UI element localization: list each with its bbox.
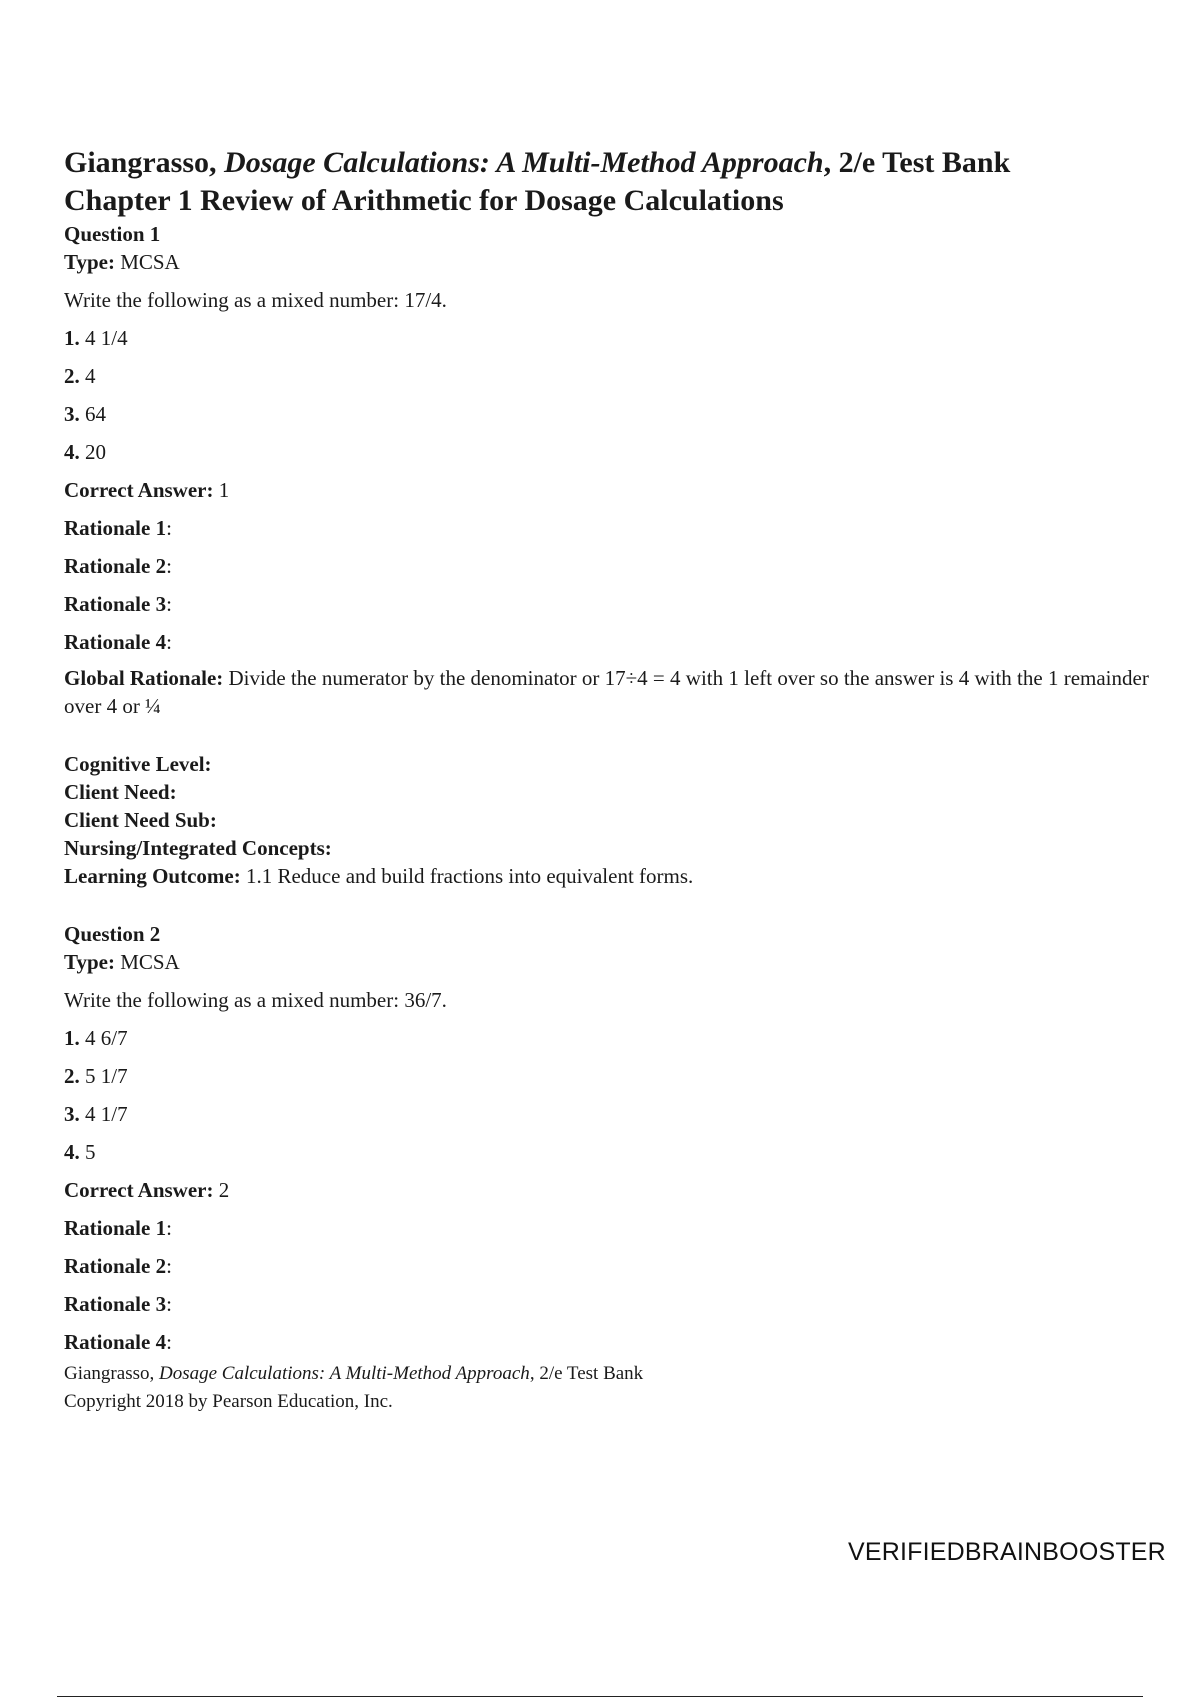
rationale-colon: : [166, 516, 172, 540]
correct-answer-label: Correct Answer: [64, 478, 214, 502]
rationale-colon: : [166, 554, 172, 578]
type-value: MCSA [120, 950, 180, 974]
bottom-divider [57, 1696, 1143, 1697]
question-2-correct-answer [64, 1176, 1164, 1204]
learning-outcome-text: 1.1 Reduce and build fractions into equivalent forms. [245, 864, 694, 888]
rationale-label: Rationale 3 [64, 592, 167, 616]
type-label: Type: [64, 250, 115, 274]
rationale-colon: : [166, 1330, 172, 1354]
question-2-rationale-2 [64, 1252, 1164, 1280]
correct-answer-label: Correct Answer: [64, 1178, 214, 1202]
document-title [64, 144, 1164, 182]
global-rationale-text: Divide the numerator by the denominator or 17÷4 = 4 with 1 left over so the answer is 4 with the 1 remainder over 4 or ¼ [64, 666, 1149, 718]
client-need-sub-label: Client Need Sub: [64, 808, 217, 832]
global-rationale-label: Global Rationale: [64, 666, 224, 690]
option-text: 4 1/7 [85, 1102, 128, 1126]
option-text: 4 6/7 [85, 1026, 128, 1050]
client-need-label: Client Need: [64, 780, 177, 804]
question-1-correct-answer [64, 476, 1164, 504]
rationale-label: Rationale 1 [64, 516, 167, 540]
footer-edition: , 2/e Test Bank [529, 1363, 644, 1384]
rationale-label: Rationale 2 [64, 1254, 167, 1278]
title-edition: , 2/e Test Bank [823, 146, 1011, 179]
footer-book: Dosage Calculations: A Multi-Method Approach [158, 1363, 530, 1384]
type-label: Type: [64, 950, 115, 974]
rationale-colon: : [166, 1292, 172, 1316]
question-1-rationale-3 [64, 590, 1164, 618]
nursing-concepts-label: Nursing/Integrated Concepts: [64, 836, 332, 860]
option-text: 4 [85, 364, 96, 388]
title-author: Giangrasso, [64, 146, 217, 179]
option-number: 1. [64, 1026, 80, 1050]
option-text: 5 [85, 1140, 96, 1164]
option-number: 3. [64, 1102, 80, 1126]
rationale-label: Rationale 3 [64, 1292, 167, 1316]
document-page [64, 144, 1164, 1416]
question-2-option-1 [64, 1024, 1164, 1052]
rationale-label: Rationale 4 [64, 630, 167, 654]
option-text: 5 1/7 [85, 1064, 128, 1088]
question-2-rationale-3 [64, 1290, 1164, 1318]
question-2-type [64, 948, 1164, 976]
rationale-label: Rationale 4 [64, 1330, 167, 1354]
rationale-colon: : [166, 1254, 172, 1278]
option-text: 20 [85, 440, 106, 464]
rationale-label: Rationale 1 [64, 1216, 167, 1240]
question-2-option-3 [64, 1100, 1164, 1128]
chapter-title: Chapter 1 Review of Arithmetic for Dosage Calculations [64, 184, 784, 217]
rationale-label: Rationale 2 [64, 554, 167, 578]
correct-answer-value: 1 [218, 478, 230, 502]
rationale-colon: : [166, 592, 172, 616]
question-1-rationale-2 [64, 552, 1164, 580]
question-1-type [64, 248, 1164, 276]
learning-outcome-label: Learning Outcome: [64, 864, 241, 888]
page-footer-copyright: Copyright 2018 by Pearson Education, Inc. [64, 1391, 393, 1412]
question-1-option-1 [64, 324, 1164, 352]
option-text: 4 1/4 [85, 326, 128, 350]
rationale-colon: : [166, 630, 172, 654]
option-number: 2. [64, 364, 80, 388]
type-value: MCSA [120, 250, 180, 274]
title-book: Dosage Calculations: A Multi-Method Approach [224, 146, 824, 179]
learning-outcome [64, 862, 1164, 890]
rationale-colon: : [166, 1216, 172, 1240]
question-2-heading: Question 2 [64, 922, 161, 946]
cognitive-level-label: Cognitive Level: [64, 752, 212, 776]
watermark-text: VERIFIEDBRAINBOOSTER [848, 1538, 1166, 1566]
footer-author: Giangrasso, [64, 1363, 155, 1384]
question-1-rationale-4 [64, 628, 1164, 656]
question-1-option-4 [64, 438, 1164, 466]
option-number: 1. [64, 326, 80, 350]
question-2-stem: Write the following as a mixed number: 36/7. [64, 988, 447, 1012]
question-1-rationale-1 [64, 514, 1164, 542]
question-2-option-4 [64, 1138, 1164, 1166]
question-2-rationale-4 [64, 1328, 1164, 1356]
question-1-heading: Question 1 [64, 222, 161, 246]
question-1-option-3 [64, 400, 1164, 428]
option-text: 64 [85, 402, 106, 426]
question-1-option-2 [64, 362, 1164, 390]
correct-answer-value: 2 [218, 1178, 230, 1202]
question-1-global-rationale [64, 664, 1164, 720]
option-number: 3. [64, 402, 80, 426]
page-footer-title [64, 1360, 1164, 1388]
question-2-rationale-1 [64, 1214, 1164, 1242]
question-2-option-2 [64, 1062, 1164, 1090]
option-number: 4. [64, 1140, 80, 1164]
question-1-stem: Write the following as a mixed number: 17/4. [64, 288, 447, 312]
option-number: 2. [64, 1064, 80, 1088]
option-number: 4. [64, 440, 80, 464]
